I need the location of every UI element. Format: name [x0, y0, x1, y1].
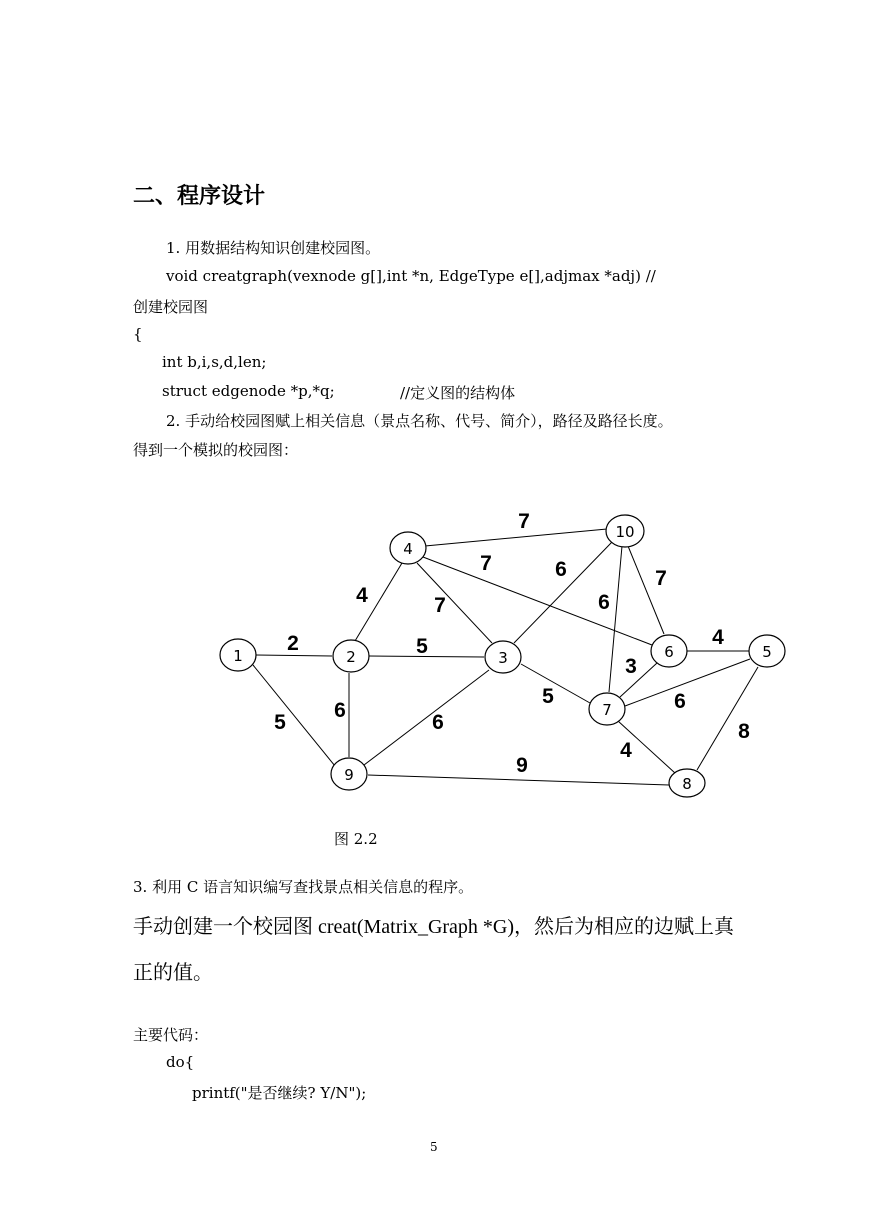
edge-3-9	[364, 670, 489, 765]
weight-2-9: 6	[334, 699, 346, 722]
weight-7-5: 6	[674, 690, 686, 713]
node-label-3: 3	[498, 649, 508, 667]
weight-10-7: 6	[598, 591, 610, 614]
weight-7-8: 4	[620, 739, 632, 762]
weight-6-5: 4	[712, 626, 724, 649]
edge-4-6	[423, 557, 652, 645]
node-label-2: 2	[346, 648, 356, 666]
code-creatgraph-signature: void creatgraph(vexnode g[],int *n, EdgeType e[],adjmax *adj) //	[166, 267, 656, 285]
weight-6-7: 3	[625, 655, 637, 678]
edge-1-2	[256, 655, 332, 656]
code-comment-continuation: 创建校园图	[133, 298, 209, 316]
edge-10-6	[628, 546, 664, 634]
edge-7-5	[625, 659, 750, 706]
step3-body-line2: 正的值。	[133, 962, 213, 984]
step3-body-line1: 手动创建一个校园图 creat(Matrix_Graph *G)，然后为相应的边赋上真	[133, 916, 735, 938]
weight-10-6: 7	[655, 567, 667, 590]
page-number: 5	[430, 1140, 438, 1154]
edge-10-7	[609, 546, 622, 692]
weight-5-8: 8	[738, 720, 750, 743]
weight-4-10: 7	[518, 510, 530, 533]
edge-3-7	[521, 664, 590, 703]
weight-3-10: 6	[555, 558, 567, 581]
code-brace-open: {	[133, 325, 143, 343]
weight-3-7: 5	[542, 685, 554, 708]
main-code-line2: printf("是否继续? Y/N");	[192, 1084, 367, 1102]
main-code-line1: do{	[166, 1053, 195, 1071]
code-decl-ints: int b,i,s,d,len;	[162, 353, 267, 371]
step1-title: 1. 用数据结构知识创建校园图。	[166, 239, 381, 257]
node-label-1: 1	[233, 647, 243, 665]
edge-4-3	[417, 563, 492, 643]
main-code-label: 主要代码：	[133, 1026, 209, 1044]
code-decl-struct-comment: //定义图的结构体	[400, 384, 516, 402]
weight-4-3: 7	[434, 594, 446, 617]
edge-1-9	[253, 665, 335, 766]
weight-2-3: 5	[416, 635, 428, 658]
figure-caption: 图 2.2	[334, 830, 378, 848]
weight-4-6: 7	[480, 552, 492, 575]
node-label-5: 5	[762, 643, 772, 661]
node-label-4: 4	[403, 540, 413, 558]
weight-2-4: 4	[356, 584, 368, 607]
node-label-7: 7	[602, 701, 612, 719]
section-heading: 二、程序设计	[133, 184, 266, 209]
step2-continuation: 得到一个模拟的校园图：	[133, 441, 299, 459]
edge-5-8	[697, 667, 758, 770]
code-decl-struct: struct edgenode *p,*q;	[162, 382, 335, 400]
node-label-6: 6	[664, 643, 674, 661]
node-label-10: 10	[615, 523, 635, 541]
weight-3-9: 6	[432, 711, 444, 734]
graph-node-labels	[233, 523, 772, 793]
step3-title: 3. 利用 C 语言知识编写查找景点相关信息的程序。	[133, 878, 474, 896]
edge-4-10	[425, 529, 607, 546]
weight-9-8: 9	[516, 754, 528, 777]
step2-title: 2. 手动给校园图赋上相关信息（景点名称、代号、简介），路径及路径长度。	[166, 412, 673, 430]
node-label-8: 8	[682, 775, 692, 793]
weight-1-2: 2	[287, 632, 299, 655]
node-label-9: 9	[344, 766, 354, 784]
weight-1-9: 5	[274, 711, 286, 734]
